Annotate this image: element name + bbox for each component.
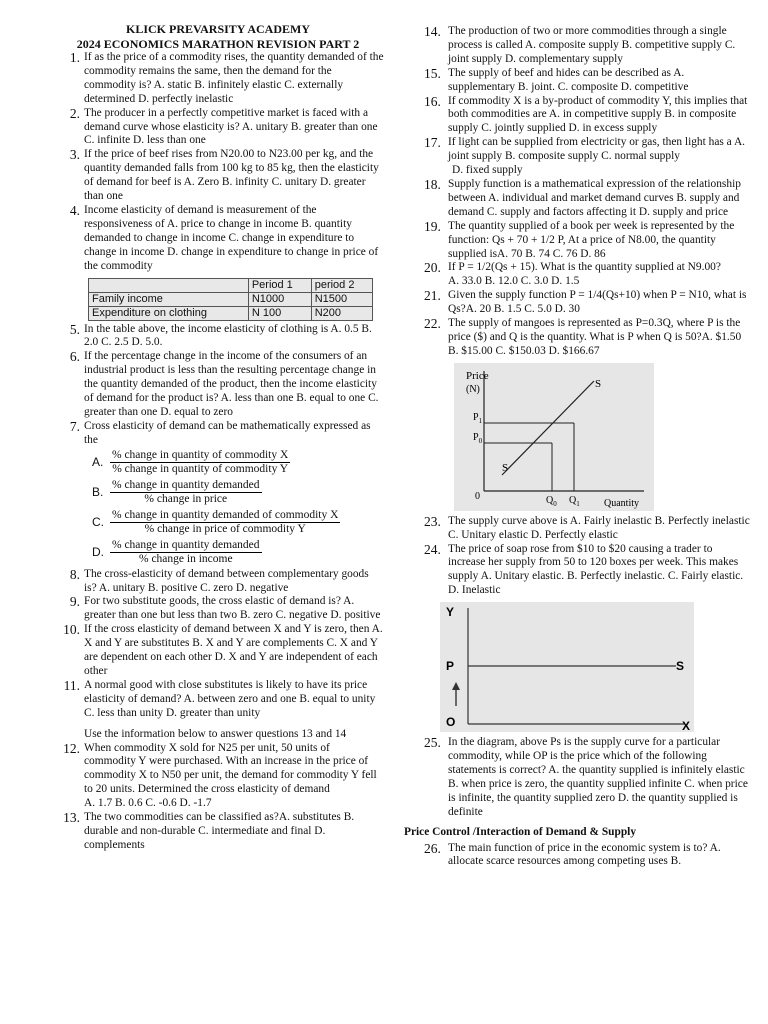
section-heading: Price Control /Interaction of Demand & Supply xyxy=(404,825,637,838)
price-label: P xyxy=(446,659,455,674)
table-header-cell: period 2 xyxy=(311,278,372,292)
price-p1-letter: P xyxy=(473,411,479,423)
question-number: 3. xyxy=(69,147,80,163)
x-axis-label: Quantity xyxy=(604,497,639,509)
quantity-q0-letter: Q xyxy=(546,494,554,506)
price-p0-letter: P xyxy=(473,431,479,443)
question-15 xyxy=(424,67,750,95)
q7-option-b xyxy=(92,478,384,508)
y-axis-label: Price xyxy=(466,369,489,382)
question-17 xyxy=(424,136,750,178)
question-text: The producer in a perfectly competitive market is faced with a demand curve whose elasticity is? A. unitary B. greater than one C. infinite D. less than one xyxy=(84,106,378,147)
question-stem: If light can be supplied from electricity or gas, then light has a A. joint supply B. composite supply C. normal supply xyxy=(448,136,746,163)
q7-option-d xyxy=(92,538,384,568)
question-9 xyxy=(52,595,384,623)
question-number: 1. xyxy=(69,50,80,65)
question-text: If the price of beef rises from N20.00 to N23.00 per kg, and the quantity demanded falls from 100 kg to 85 kg, then the elasticity of demand for beef is A. Zero B. infinity C. unitary D. greater than one xyxy=(84,148,379,203)
question-options: A. 33.0 B. 12.0 C. 3.0 D. 1.5 xyxy=(448,275,580,288)
question-number: 16. xyxy=(424,93,441,109)
question-number: 11. xyxy=(63,677,80,693)
question-3 xyxy=(52,148,384,204)
fraction xyxy=(110,449,290,476)
fraction-denominator: % change in quantity of commodity Y xyxy=(112,463,289,476)
question-2 xyxy=(52,107,384,149)
question-25 xyxy=(424,736,750,819)
question-number: 20. xyxy=(424,260,441,276)
table-cell: N1500 xyxy=(311,292,372,306)
fraction xyxy=(110,509,340,536)
question-number: 14. xyxy=(424,24,441,39)
table-cell: N200 xyxy=(311,306,372,320)
question-number: 12. xyxy=(63,740,80,756)
question-16 xyxy=(424,95,750,137)
question-text: The supply of mangoes is represented as P=0.3Q, where P is the price ($) and Q is the quantity. What is P when Q is 50?A. $1.50 B. $15.00 C. $150.03 D. $166.67 xyxy=(448,317,742,357)
question-number: 5. xyxy=(69,321,80,337)
question-number: 10. xyxy=(63,622,80,638)
question-number: 25. xyxy=(424,735,441,751)
fraction-numerator: % change in quantity demanded xyxy=(112,479,260,492)
table-header-cell: Period 1 xyxy=(248,278,311,292)
option-label: A. xyxy=(92,454,104,469)
question-number: 26. xyxy=(424,840,441,856)
left-column xyxy=(52,22,384,853)
elastic-supply-figure xyxy=(440,602,694,732)
question-text: In the table above, the income elasticity of clothing is A. 0.5 B. 2.0 C. 2.5 D. 5.0. xyxy=(84,322,372,349)
supply-label-top: S xyxy=(595,377,602,390)
question-number: 7. xyxy=(69,418,80,434)
question-18 xyxy=(424,178,750,220)
table-cell: N 100 xyxy=(248,306,311,320)
question-stem: When commodity X sold for N25 per unit, 50 units of commodity Y were purchased. With an increase in the price of commodity X to N50 per unit, the demand for commodity Y fell to 20 units. Determined the cross elasticity of demand xyxy=(84,741,377,796)
question-text: If the cross elasticity of demand between X and Y is zero, then A. X and Y are substitutes B. X and Y are complements C. X and Y are dependent on each other D. X and Y are independent of each other xyxy=(84,623,383,677)
up-arrow-icon xyxy=(452,682,460,690)
question-number: 13. xyxy=(63,810,80,826)
question-22 xyxy=(424,317,750,359)
quantity-q1-letter: Q xyxy=(569,494,577,506)
question-text: In the diagram, above Ps is the supply curve for a particular commodity, while OP is the price which of the following statements is correct? A. the quantity supplied is infinitely elastic B. when price is zero, the quantity supplied infinite C. when price is infinite, the quantity supplied zero D. the quantity supplied is definite xyxy=(448,736,748,818)
question-number: 24. xyxy=(424,541,441,557)
question-number: 4. xyxy=(69,202,80,218)
option-label: B. xyxy=(92,484,104,499)
question-text: A normal good with close substitutes is likely to have its price elasticity of demand? A. between zero and one B. equal to unity C. less than unity D. greater than unity xyxy=(84,678,376,719)
question-text xyxy=(448,136,750,178)
quantity-q1-label xyxy=(569,495,580,508)
question-10 xyxy=(52,623,384,679)
question-13 xyxy=(52,811,384,853)
question-14 xyxy=(424,25,750,67)
question-1 xyxy=(52,51,384,107)
price-p0-subscript: 0 xyxy=(478,436,483,445)
question-7 xyxy=(52,420,384,448)
question-21 xyxy=(424,289,750,317)
fraction-numerator: % change in quantity demanded xyxy=(112,539,260,552)
quantity-q0-subscript: 0 xyxy=(553,499,557,508)
document-title: 2024 ECONOMICS MARATHON REVISION PART 2 xyxy=(76,36,360,51)
question-text xyxy=(448,261,750,289)
option-label: D. xyxy=(92,544,104,559)
origin-label: 0 xyxy=(475,490,480,502)
question-text: Supply function is a mathematical expression of the relationship between A. individual and market demand curves B. supply and demand C. supply and factors affecting it D. supply and price xyxy=(448,177,741,218)
question-20 xyxy=(424,261,750,289)
question-number: 19. xyxy=(424,218,441,234)
fraction-denominator: % change in income xyxy=(138,553,233,566)
quantity-q0-label xyxy=(546,495,557,508)
price-p1-label xyxy=(473,412,483,425)
supply-curve-graph xyxy=(454,363,654,511)
q7-option-c xyxy=(92,508,384,538)
question-text: If commodity X is a by-product of commodity Y, this implies that both commodities are A. in competitive supply B. in composite supply C. jointly supplied D. in excess supply xyxy=(448,94,748,135)
question-text: Given the supply function P = 1/4(Qs+10) when P = N10, what is Qs?A. 20 B. 1.5 C. 5.0 D. 30 xyxy=(448,289,747,316)
table-header-cell xyxy=(89,278,249,292)
question-text: Cross elasticity of demand can be mathematically expressed as the xyxy=(84,419,371,446)
supply-line xyxy=(502,381,594,475)
question-options: D. fixed supply xyxy=(452,164,523,177)
table-cell: N1000 xyxy=(248,292,311,306)
school-name: KLICK PREVARSITY ACADEMY xyxy=(125,22,311,36)
fraction-numerator: % change in quantity of commodity X xyxy=(112,449,289,462)
question-number: 22. xyxy=(424,316,441,332)
question-number: 6. xyxy=(69,349,80,365)
quantity-q1-subscript: 1 xyxy=(576,499,580,508)
supply-label: S xyxy=(676,659,685,674)
fraction-denominator: % change in price of commodity Y xyxy=(144,523,306,536)
question-number: 8. xyxy=(69,566,80,582)
question-text: The supply of beef and hides can be described as A. supplementary B. joint. C. composite D. competitive xyxy=(448,66,689,93)
fraction-denominator: % change in price xyxy=(144,493,228,506)
question-text: If the percentage change in the income of the consumers of an industrial product is less than the resulting percentage change in the quantity demanded of the product, then the income elasticity of demand for the product is? A. less than one B. equal to one C. greater than one D. equal to zero xyxy=(84,350,379,418)
question-number: 2. xyxy=(69,105,80,121)
question-number: 9. xyxy=(69,594,80,610)
right-column xyxy=(404,24,750,869)
question-8 xyxy=(52,568,384,596)
table-header-row xyxy=(89,278,373,292)
option-label: C. xyxy=(92,514,104,529)
question-5 xyxy=(52,323,384,351)
question-12 xyxy=(52,742,384,812)
fraction xyxy=(110,539,262,566)
question-text: The two commodities can be classified as?A. substitutes B. durable and non-durable C. intermediate and final D. complements xyxy=(84,811,355,851)
question-number: 17. xyxy=(424,135,441,151)
question-23 xyxy=(424,515,750,543)
income-table xyxy=(88,278,373,321)
origin-label: O xyxy=(446,715,456,730)
question-text: The main function of price in the economic system is to? A. allocate scarce resources among competing uses B. xyxy=(448,841,721,868)
question-text: The production of two or more commodities through a single process is called A. composite supply B. competitive supply C. joint supply D. complementary supply xyxy=(448,25,736,65)
question-24 xyxy=(424,543,750,599)
question-number: 18. xyxy=(424,176,441,192)
table-row xyxy=(89,306,373,320)
question-19 xyxy=(424,220,750,262)
instruction-note: Use the information below to answer questions 13 and 14 xyxy=(84,727,347,740)
question-number: 23. xyxy=(424,513,441,529)
q7-option-a xyxy=(92,448,384,478)
question-options: A. 1.7 B. 0.6 C. -0.6 D. -1.7 xyxy=(84,797,212,810)
question-text: The cross-elasticity of demand between complementary goods is? A. unitary B. positive C. zero D. negative xyxy=(84,567,369,594)
question-text: For two substitute goods, the cross elastic of demand is? A. greater than one but less than two B. zero C. negative D. positive xyxy=(84,595,381,622)
question-text: The price of soap rose from $10 to $20 causing a trader to increase her supply from 50 to 120 boxes per week. This makes supply A. Unitary elastic. B. Perfectly inelastic. C. Fairly elastic. D. Inelastic xyxy=(448,542,744,597)
price-p1-subscript: 1 xyxy=(478,416,483,425)
supply-label-bottom: S xyxy=(502,461,509,474)
question-text: The quantity supplied of a book per week is represented by the function: Qs + 70 + 1/2 P, At a price of N8.00, the quantity supplied isA. 70 B. 74 C. 76 D. 86 xyxy=(448,219,735,260)
fraction-numerator: % change in quantity demanded of commodity X xyxy=(112,509,339,522)
question-text: The supply curve above is A. Fairly inelastic B. Perfectly inelastic C. Unitary elastic D. Perfectly elastic xyxy=(448,514,750,541)
price-p0-label xyxy=(473,432,483,445)
question-4 xyxy=(52,204,384,274)
question-stem: If P = 1/2(Qs + 15). What is the quantity supplied at N9.00? xyxy=(448,261,721,274)
question-6 xyxy=(52,350,384,420)
fraction xyxy=(110,479,262,506)
question-26 xyxy=(424,842,750,870)
question-number: 21. xyxy=(424,288,441,304)
question-text: If as the price of a commodity rises, the quantity demanded of the commodity remains the same, then the demand for the commodity is? A. static B. infinitely elastic C. externally determined D. perfectly inelastic xyxy=(84,51,384,105)
table-cell: Expenditure on clothing xyxy=(89,306,249,320)
supply-curve-figure xyxy=(454,363,654,511)
question-number: 15. xyxy=(424,65,441,81)
y-axis-unit: (N) xyxy=(466,383,480,395)
question-text xyxy=(84,742,384,812)
y-axis-label: Y xyxy=(446,605,455,620)
elastic-supply-graph xyxy=(440,602,694,732)
question-11 xyxy=(52,679,384,721)
table-cell: Family income xyxy=(89,292,249,306)
table-row xyxy=(89,292,373,306)
x-axis-label: X xyxy=(682,719,691,733)
question-text: Income elasticity of demand is measurement of the responsiveness of A. price to change in income B. quantity demanded to change in income C. change in expenditure to change in income D. change in expenditure to change in price of the commodity xyxy=(84,203,379,272)
